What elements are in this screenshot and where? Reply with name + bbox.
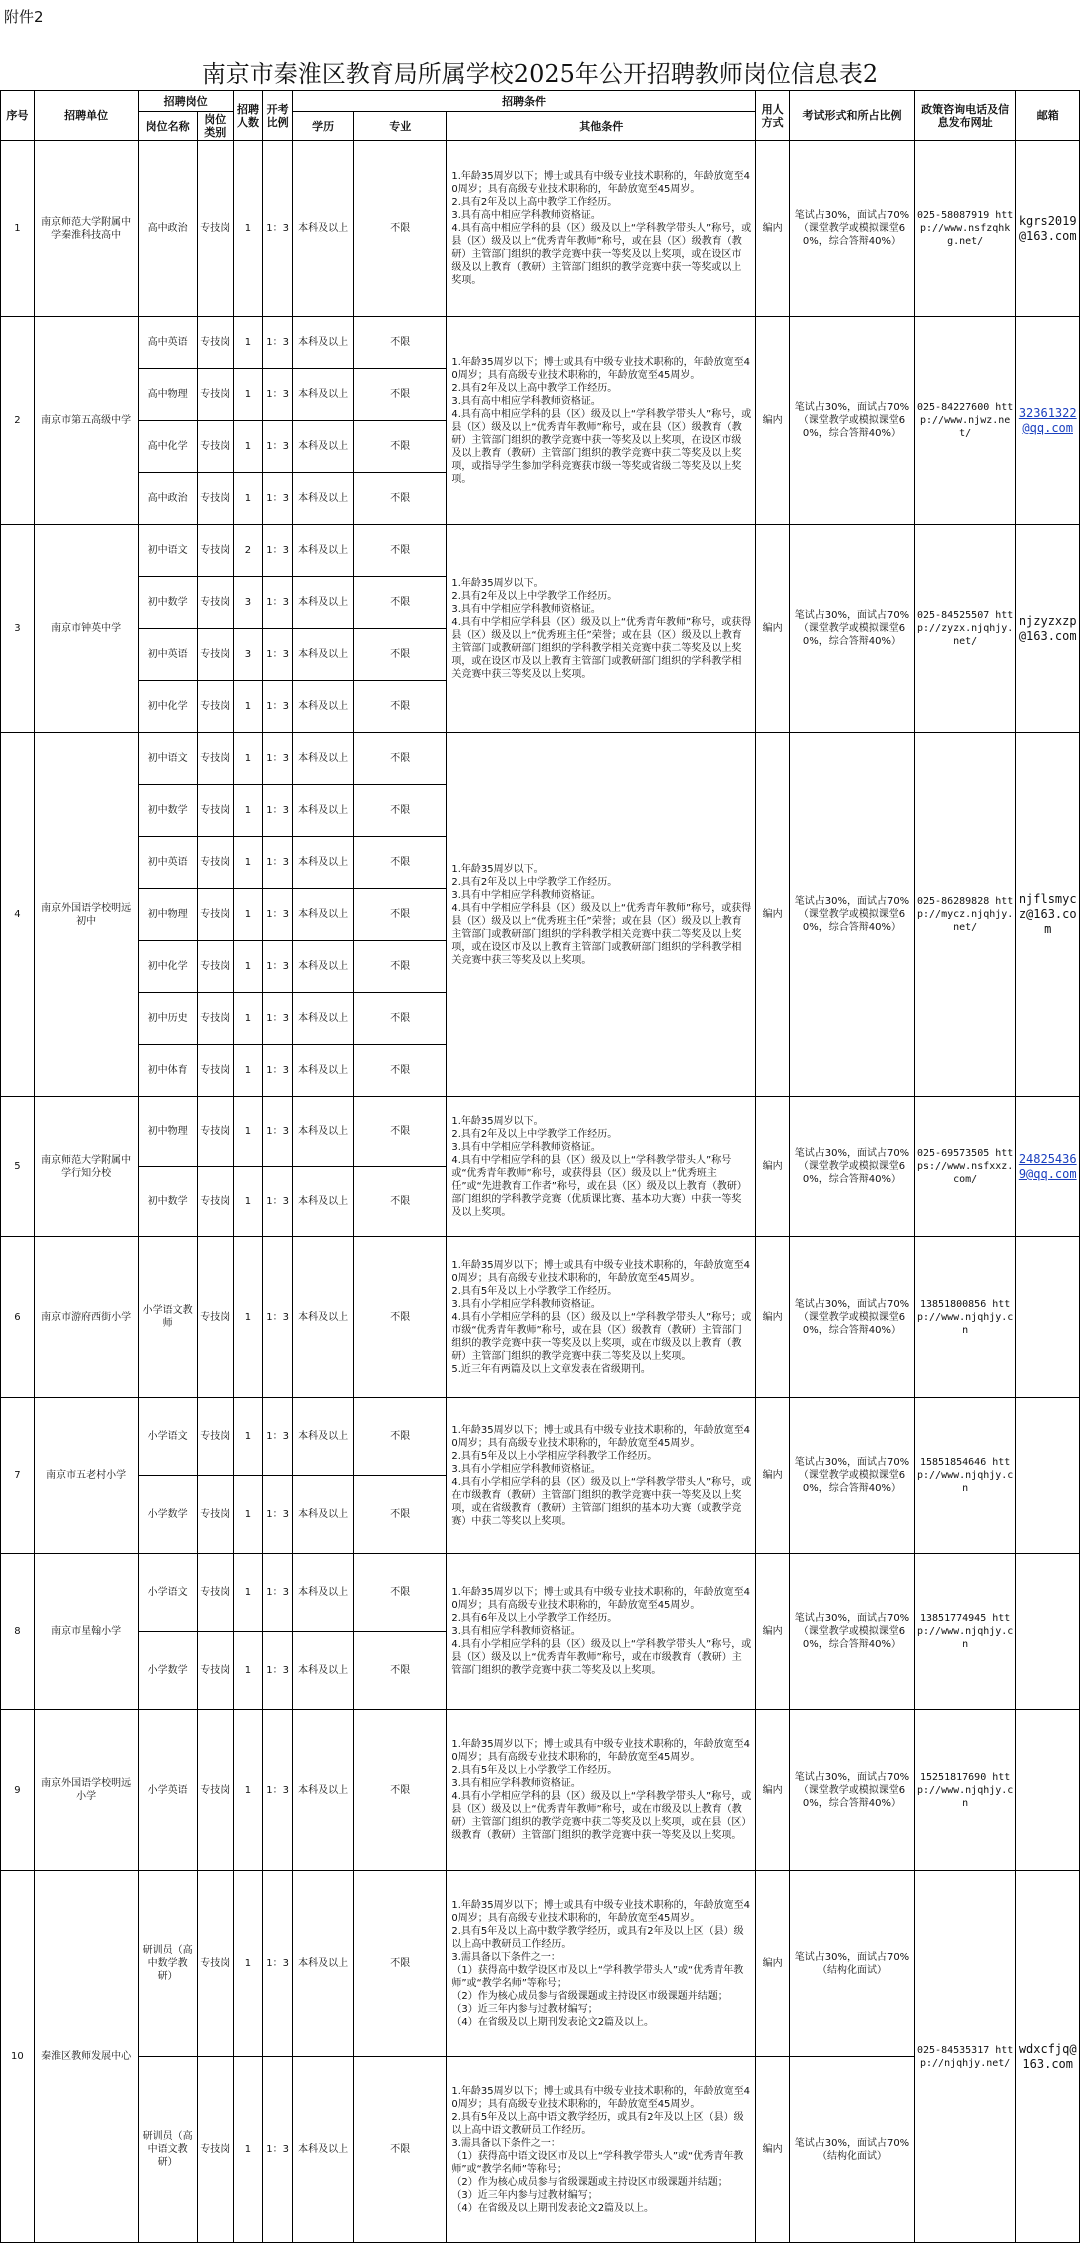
- cell-ratio: 1：3: [263, 421, 293, 473]
- cell-email: [1016, 1398, 1080, 1554]
- cell-post-type: 专技岗: [197, 941, 233, 993]
- cell-contact: 025-86289828 http://mycz.njqhjy.net/: [914, 733, 1016, 1097]
- cell-seq: 5: [1, 1097, 35, 1237]
- header-count: 招聘人数: [233, 91, 263, 141]
- table-row: [1, 1871, 1080, 2057]
- cell-email: [1016, 317, 1080, 525]
- cell-post-type: 专技岗: [197, 1045, 233, 1097]
- cell-post-name: 小学数学: [138, 1476, 197, 1554]
- cell-major: 不限: [354, 941, 447, 993]
- cell-post-type: 专技岗: [197, 1476, 233, 1554]
- cell-email: [1016, 1097, 1080, 1237]
- cell-post-type: 专技岗: [197, 837, 233, 889]
- cell-post-name: 高中英语: [138, 317, 197, 369]
- cell-conditions: 1.年龄35周岁以下；博士或具有中级专业技术职称的，年龄放宽至40周岁；具有高级专业技术职称的，年龄放宽至45周岁。 2.具有2年及以上高中教学工作经历。 3.具有高中相应学科教师资格证。 4.具有高中相应学科的县（区）级及以上“学科教学带头人”称号，或县（区）级及以上“优秀青年教师”称号，或在县（区）级教育（教研）主管部门组织的教学竞赛中获一等奖及以上奖项，在设区市级及以上教育（教研）主管部门组织的教学竞赛中获二等奖及以上奖项，或指导学生参加学科竞赛获市级一等奖或省级二等奖及以上奖项。: [447, 317, 756, 525]
- header-employ: 用人方式: [756, 91, 790, 141]
- cell-ratio: 1：3: [263, 889, 293, 941]
- cell-major: 不限: [354, 1871, 447, 2057]
- cell-major: 不限: [354, 369, 447, 421]
- cell-employ: 编内: [756, 1710, 790, 1871]
- cell-post-type: 专技岗: [197, 1237, 233, 1398]
- cell-post-name: 小学语文: [138, 1398, 197, 1476]
- cell-ratio: 1：3: [263, 733, 293, 785]
- cell-employ: 编内: [756, 317, 790, 525]
- cell-major: 不限: [354, 785, 447, 837]
- table-row: [1, 1554, 1080, 1632]
- cell-major: 不限: [354, 317, 447, 369]
- recruitment-table: [0, 90, 1080, 2243]
- cell-ratio: 1：3: [263, 2057, 293, 2243]
- cell-post-name: 初中语文: [138, 733, 197, 785]
- cell-edu: 本科及以上: [292, 525, 353, 577]
- cell-seq: 9: [1, 1710, 35, 1871]
- cell-post-name: 高中政治: [138, 473, 197, 525]
- header-unit: 招聘单位: [34, 91, 138, 141]
- cell-count: 1: [233, 941, 263, 993]
- table-row: [1, 1097, 1080, 1167]
- cell-conditions: 1.年龄35周岁以下；博士或具有中级专业技术职称的，年龄放宽至40周岁；具有高级专业技术职称的，年龄放宽至45周岁。 2.具有5年及以上小学教学工作经历。 3.具有相应学科教师资格证。 4.具有小学相应学科的县（区）级及以上“学科教学带头人”称号，或县（区）级及以上“优秀青年教师”称号，或在市级及以上教育（教研）主管部门组织的教学竞赛中获二等奖及以上奖项，或在县（区）级教育（教研）主管部门组织的教学竞赛中获一等奖及以上奖项。: [447, 1710, 756, 1871]
- cell-unit: 南京外国语学校明远初中: [34, 733, 138, 1097]
- cell-post-name: 初中化学: [138, 681, 197, 733]
- header-post-group: 招聘岗位: [138, 91, 233, 112]
- cell-contact: 15851854646 http://www.njqhjy.cn: [914, 1398, 1016, 1554]
- cell-post-type: 专技岗: [197, 577, 233, 629]
- cell-conditions: 1.年龄35周岁以下；博士或具有中级专业技术职称的，年龄放宽至40周岁；具有高级专业技术职称的，年龄放宽至45周岁。 2.具有5年及以上小学相应学科教学工作经历。 3.具有小学相应学科教师资格证。 4.具有小学相应学科的县（区）级及以上“学科教学带头人”称号，或在市级教育（教研）主管部门组织的教学竞赛中获一等奖及以上奖项，或在省级教育（教研）主管部门组织的基本功大赛（或教学竞赛）中获二等奖以上奖项。: [447, 1398, 756, 1554]
- email-link[interactable]: wdxcfjq@163.com: [1018, 2041, 1077, 2071]
- cell-seq: 10: [1, 1871, 35, 2243]
- cell-edu: 本科及以上: [292, 785, 353, 837]
- cell-employ: 编内: [756, 1554, 790, 1710]
- cell-unit: 南京市第五高级中学: [34, 317, 138, 525]
- cell-edu: 本科及以上: [292, 369, 353, 421]
- cell-count: 1: [233, 733, 263, 785]
- cell-major: 不限: [354, 889, 447, 941]
- table-row: [1, 141, 1080, 317]
- cell-post-type: 专技岗: [197, 733, 233, 785]
- cell-post-type: 专技岗: [197, 629, 233, 681]
- cell-post-type: 专技岗: [197, 369, 233, 421]
- cell-unit: 南京市五老村小学: [34, 1398, 138, 1554]
- cell-exam: 笔试占30%，面试占70%（课堂教学或模拟课堂60%，综合答辩40%）: [790, 1237, 915, 1398]
- cell-major: 不限: [354, 993, 447, 1045]
- cell-post-type: 专技岗: [197, 1632, 233, 1710]
- cell-employ: 编内: [756, 1398, 790, 1554]
- cell-edu: 本科及以上: [292, 1237, 353, 1398]
- cell-count: 1: [233, 1398, 263, 1476]
- cell-ratio: 1：3: [263, 141, 293, 317]
- cell-ratio: 1：3: [263, 837, 293, 889]
- cell-contact: 025-84535317 http://njqhjy.net/: [914, 1871, 1016, 2243]
- cell-edu: 本科及以上: [292, 1398, 353, 1476]
- cell-post-type: 专技岗: [197, 1398, 233, 1476]
- cell-unit: 南京市钟英中学: [34, 525, 138, 733]
- cell-employ: 编内: [756, 141, 790, 317]
- header-edu: 学历: [292, 112, 353, 141]
- cell-post-type: 专技岗: [197, 525, 233, 577]
- table-row: [1, 525, 1080, 577]
- cell-edu: 本科及以上: [292, 889, 353, 941]
- cell-count: 1: [233, 1871, 263, 2057]
- cell-count: 1: [233, 993, 263, 1045]
- cell-count: 1: [233, 1045, 263, 1097]
- attachment-label: 附件2: [4, 8, 44, 26]
- cell-email: [1016, 1871, 1080, 2243]
- cell-post-name: 初中数学: [138, 785, 197, 837]
- cell-post-name: 高中化学: [138, 421, 197, 473]
- email-link[interactable]: njflsmycz@163.com: [1018, 892, 1077, 936]
- cell-exam: 笔试占30%，面试占70%（课堂教学或模拟课堂60%，综合答辩40%）: [790, 1398, 915, 1554]
- cell-unit: 南京师范大学附属中学秦淮科技高中: [34, 141, 138, 317]
- cell-ratio: 1：3: [263, 681, 293, 733]
- cell-major: 不限: [354, 1632, 447, 1710]
- cell-ratio: 1：3: [263, 993, 293, 1045]
- cell-edu: 本科及以上: [292, 317, 353, 369]
- table-row: [1, 1710, 1080, 1871]
- cell-post-name: 初中英语: [138, 629, 197, 681]
- cell-employ: 编内: [756, 525, 790, 733]
- cell-conditions: 1.年龄35周岁以下；博士或具有中级专业技术职称的，年龄放宽至40周岁；具有高级专业技术职称的，年龄放宽至45周岁。 2.具有2年及以上高中教学工作经历。 3.具有高中相应学科教师资格证。 4.具有高中相应学科的县（区）级及以上“学科教学带头人”称号，或县（区）级及以上“优秀青年教师”称号，或在县（区）级教育（教研）主管部门组织的教学竞赛中获一等奖及以上奖项，或在设区市级及以上教育（教研）主管部门组织的教学竞赛中获一等奖或以上奖项。: [447, 141, 756, 317]
- cell-major: 不限: [354, 1710, 447, 1871]
- cell-major: 不限: [354, 1097, 447, 1167]
- cell-exam: 笔试占30%，面试占70%（课堂教学或模拟课堂60%，综合答辩40%）: [790, 733, 915, 1097]
- cell-ratio: 1：3: [263, 1554, 293, 1632]
- email-link[interactable]: njzyzxzp@163.com: [1018, 613, 1077, 643]
- page-title: 南京市秦淮区教育局所属学校2025年公开招聘教师岗位信息表2: [201, 60, 879, 88]
- cell-post-type: 专技岗: [197, 1710, 233, 1871]
- cell-edu: 本科及以上: [292, 1871, 353, 2057]
- cell-seq: 2: [1, 317, 35, 525]
- cell-major: 不限: [354, 1237, 447, 1398]
- cell-seq: 1: [1, 141, 35, 317]
- header-contact: 政策咨询电话及信息发布网址: [914, 91, 1016, 141]
- cell-email: [1016, 1710, 1080, 1871]
- cell-post-name: 初中数学: [138, 577, 197, 629]
- cell-post-name: 小学语文教师: [138, 1237, 197, 1398]
- cell-unit: 南京外国语学校明远小学: [34, 1710, 138, 1871]
- cell-major: 不限: [354, 577, 447, 629]
- cell-ratio: 1：3: [263, 473, 293, 525]
- cell-edu: 本科及以上: [292, 1632, 353, 1710]
- cell-employ: 编内: [756, 2057, 790, 2243]
- cell-count: 1: [233, 1710, 263, 1871]
- cell-post-type: 专技岗: [197, 141, 233, 317]
- cell-edu: 本科及以上: [292, 1167, 353, 1237]
- cell-post-name: 初中英语: [138, 837, 197, 889]
- cell-employ: 编内: [756, 733, 790, 1097]
- cell-edu: 本科及以上: [292, 2057, 353, 2243]
- cell-ratio: 1：3: [263, 1632, 293, 1710]
- cell-post-type: 专技岗: [197, 993, 233, 1045]
- cell-contact: 13851800856 http://www.njqhjy.cn: [914, 1237, 1016, 1398]
- cell-contact: 15251817690 http://www.njqhjy.cn: [914, 1710, 1016, 1871]
- cell-seq: 4: [1, 733, 35, 1097]
- header-post-name: 岗位名称: [138, 112, 197, 141]
- cell-ratio: 1：3: [263, 1398, 293, 1476]
- cell-email: [1016, 1237, 1080, 1398]
- cell-major: 不限: [354, 2057, 447, 2243]
- cell-ratio: 1：3: [263, 1045, 293, 1097]
- cell-employ: 编内: [756, 1097, 790, 1237]
- cell-post-name: 初中数学: [138, 1167, 197, 1237]
- cell-conditions: 1.年龄35周岁以下。 2.具有2年及以上中学教学工作经历。 3.具有中学相应学科教师资格证。 4.具有中学相应学科的县（区）级及以上“学科教学带头人”称号或“优秀青年教师”称号，或获得县（区）级及以上“优秀班主任”或“先进教育工作者”称号，或在县（区）级及以上教育（教研）部门组织的学科教学竞赛（优质课比赛、基本功大赛）中获一等奖及以上奖项。: [447, 1097, 756, 1237]
- cell-ratio: 1：3: [263, 1237, 293, 1398]
- cell-employ: 编内: [756, 1237, 790, 1398]
- cell-ratio: 1：3: [263, 1871, 293, 2057]
- cell-ratio: 1：3: [263, 525, 293, 577]
- cell-unit: 南京市游府西街小学: [34, 1237, 138, 1398]
- cell-major: 不限: [354, 1045, 447, 1097]
- cell-major: 不限: [354, 1398, 447, 1476]
- cell-post-name: 研训员（高中数学教研）: [138, 1871, 197, 2057]
- cell-post-type: 专技岗: [197, 317, 233, 369]
- cell-ratio: 1：3: [263, 1710, 293, 1871]
- cell-ratio: 1：3: [263, 1476, 293, 1554]
- cell-edu: 本科及以上: [292, 1097, 353, 1167]
- cell-conditions: 1.年龄35周岁以下。 2.具有2年及以上中学教学工作经历。 3.具有中学相应学科教师资格证。 4.具有中学相应学科县（区）级及以上“优秀青年教师”称号，或获得县（区）级及以上“优秀班主任”荣誉；或在县（区）级及以上教育主管部门或教研部门组织的学科教学相关竞赛中获二等奖及以上奖项，或在设区市及以上教育主管部门或教研部门组织的学科教学相关竞赛中获三等奖及以上奖项。: [447, 525, 756, 733]
- cell-post-name: 初中化学: [138, 941, 197, 993]
- cell-exam: 笔试占30%，面试占70%（结构化面试）: [790, 2057, 915, 2243]
- cell-major: 不限: [354, 525, 447, 577]
- email-link[interactable]: kgrs2019@163.com: [1018, 213, 1077, 243]
- cell-ratio: 1：3: [263, 317, 293, 369]
- cell-count: 1: [233, 1167, 263, 1237]
- cell-exam: 笔试占30%，面试占70%（结构化面试）: [790, 1871, 915, 2057]
- cell-post-name: 小学数学: [138, 1632, 197, 1710]
- cell-contact: 025-84227600 http://www.njwz.net/: [914, 317, 1016, 525]
- cell-edu: 本科及以上: [292, 837, 353, 889]
- cell-count: 1: [233, 473, 263, 525]
- cell-edu: 本科及以上: [292, 1476, 353, 1554]
- cell-unit: 南京市星翰小学: [34, 1554, 138, 1710]
- cell-post-type: 专技岗: [197, 421, 233, 473]
- cell-count: 1: [233, 681, 263, 733]
- cell-post-name: 高中政治: [138, 141, 197, 317]
- cell-edu: 本科及以上: [292, 577, 353, 629]
- cell-ratio: 1：3: [263, 1097, 293, 1167]
- cell-ratio: 1：3: [263, 369, 293, 421]
- cell-post-name: 研训员（高中语文教研）: [138, 2057, 197, 2243]
- cell-contact: 025-69573505 https://www.nsfxxz.com/: [914, 1097, 1016, 1237]
- cell-post-type: 专技岗: [197, 1554, 233, 1632]
- cell-count: 1: [233, 1237, 263, 1398]
- cell-count: 1: [233, 1554, 263, 1632]
- cell-major: 不限: [354, 629, 447, 681]
- cell-post-name: 小学英语: [138, 1710, 197, 1871]
- cell-post-type: 专技岗: [197, 785, 233, 837]
- cell-seq: 8: [1, 1554, 35, 1710]
- cell-post-type: 专技岗: [197, 2057, 233, 2243]
- cell-post-name: 初中物理: [138, 889, 197, 941]
- header-other: 其他条件: [447, 112, 756, 141]
- cell-edu: 本科及以上: [292, 993, 353, 1045]
- cell-unit: 南京师范大学附属中学行知分校: [34, 1097, 138, 1237]
- cell-post-name: 高中物理: [138, 369, 197, 421]
- cell-edu: 本科及以上: [292, 473, 353, 525]
- cell-major: 不限: [354, 1476, 447, 1554]
- cell-count: 1: [233, 837, 263, 889]
- cell-count: 3: [233, 577, 263, 629]
- table-row: [1, 1237, 1080, 1398]
- cell-count: 1: [233, 421, 263, 473]
- cell-unit: 秦淮区教师发展中心: [34, 1871, 138, 2243]
- cell-exam: 笔试占30%，面试占70%（课堂教学或模拟课堂60%，综合答辩40%）: [790, 317, 915, 525]
- cell-edu: 本科及以上: [292, 681, 353, 733]
- cell-edu: 本科及以上: [292, 1710, 353, 1871]
- header-post-type: 岗位类别: [197, 112, 233, 141]
- cell-count: 1: [233, 1476, 263, 1554]
- cell-major: 不限: [354, 1554, 447, 1632]
- cell-edu: 本科及以上: [292, 733, 353, 785]
- cell-count: 3: [233, 629, 263, 681]
- cell-edu: 本科及以上: [292, 141, 353, 317]
- cell-ratio: 1：3: [263, 577, 293, 629]
- header-ratio: 开考比例: [263, 91, 293, 141]
- cell-ratio: 1：3: [263, 785, 293, 837]
- cell-post-type: 专技岗: [197, 473, 233, 525]
- table-row: [1, 317, 1080, 369]
- cell-major: 不限: [354, 421, 447, 473]
- cell-exam: 笔试占30%，面试占70%（课堂教学或模拟课堂60%，综合答辩40%）: [790, 525, 915, 733]
- cell-conditions: 1.年龄35周岁以下。 2.具有2年及以上中学教学工作经历。 3.具有中学相应学科教师资格证。 4.具有中学相应学科县（区）级及以上“优秀青年教师”称号，或获得县（区）级及以上“优秀班主任”荣誉；或在县（区）级及以上教育主管部门或教研部门组织的学科教学相关竞赛中获二等奖及以上奖项，或在设区市及以上教育主管部门或教研部门组织的学科教学相关竞赛中获三等奖及以上奖项。: [447, 733, 756, 1097]
- cell-major: 不限: [354, 473, 447, 525]
- cell-post-type: 专技岗: [197, 1167, 233, 1237]
- cell-major: 不限: [354, 733, 447, 785]
- cell-contact: 025-84525507 http://zyzx.njqhjy.net/: [914, 525, 1016, 733]
- cell-major: 不限: [354, 681, 447, 733]
- cell-post-name: 初中物理: [138, 1097, 197, 1167]
- cell-seq: 6: [1, 1237, 35, 1398]
- cell-count: 1: [233, 1632, 263, 1710]
- cell-major: 不限: [354, 837, 447, 889]
- cell-conditions: 1.年龄35周岁以下；博士或具有中级专业技术职称的，年龄放宽至40周岁；具有高级专业技术职称的，年龄放宽至45周岁。 2.具有5年及以上高中语文教学经历，或具有2年及以上区（县）级以上高中语文教研员工作经历。 3.需具备以下条件之一： （1）获得高中语文设区市及以上“学科教学带头人”或“优秀青年教师”或“教学名师”等称号； （2）作为核心成员参与省级课题或主持设区市级课题并结题； （3）近三年内参与过教材编写； （4）在省级及以上期刊发表论文2篇及以上。: [447, 2057, 756, 2243]
- cell-count: 2: [233, 525, 263, 577]
- cell-seq: 3: [1, 525, 35, 733]
- cell-post-name: 初中体育: [138, 1045, 197, 1097]
- cell-email: [1016, 141, 1080, 317]
- cell-count: 1: [233, 141, 263, 317]
- cell-ratio: 1：3: [263, 1167, 293, 1237]
- cell-email: [1016, 525, 1080, 733]
- table-row: [1, 1398, 1080, 1476]
- cell-post-type: 专技岗: [197, 1097, 233, 1167]
- header-seq: 序号: [1, 91, 35, 141]
- cell-edu: 本科及以上: [292, 1554, 353, 1632]
- cell-post-type: 专技岗: [197, 681, 233, 733]
- cell-post-type: 专技岗: [197, 1871, 233, 2057]
- cell-count: 1: [233, 317, 263, 369]
- cell-edu: 本科及以上: [292, 941, 353, 993]
- email-link[interactable]: 248254369@qq.com: [1018, 1151, 1077, 1181]
- cell-count: 1: [233, 2057, 263, 2243]
- cell-seq: 7: [1, 1398, 35, 1554]
- cell-count: 1: [233, 369, 263, 421]
- cell-exam: 笔试占30%，面试占70%（课堂教学或模拟课堂60%，综合答辩40%）: [790, 1554, 915, 1710]
- cell-exam: 笔试占30%，面试占70%（课堂教学或模拟课堂60%，综合答辩40%）: [790, 1097, 915, 1237]
- table-row: [1, 733, 1080, 785]
- cell-email: [1016, 733, 1080, 1097]
- header-condition-group: 招聘条件: [292, 91, 755, 112]
- cell-conditions: 1.年龄35周岁以下；博士或具有中级专业技术职称的，年龄放宽至40周岁；具有高级专业技术职称的，年龄放宽至45周岁。 2.具有6年及以上小学教学工作经历。 3.具有相应学科教师资格证。 4.具有小学相应学科的县（区）级及以上“学科教学带头人”称号，或县（区）级及以上“优秀青年教师”称号，或在市级教育（教研）主管部门组织的教学竞赛中获二等奖及以上奖项。: [447, 1554, 756, 1710]
- cell-conditions: 1.年龄35周岁以下；博士或具有中级专业技术职称的，年龄放宽至40周岁；具有高级专业技术职称的，年龄放宽至45周岁。 2.具有5年及以上高中数学教学经历，或具有2年及以上区（县）级以上高中教研员工作经历。 3.需具备以下条件之一： （1）获得高中数学设区市及以上“学科教学带头人”或“优秀青年教师”或“教学名师”等称号； （2）作为核心成员参与省级课题或主持设区市级课题并结题； （3）近三年内参与过教材编写； （4）在省级及以上期刊发表论文2篇及以上。: [447, 1871, 756, 2057]
- email-link[interactable]: 32361322@qq.com: [1018, 405, 1077, 435]
- cell-employ: 编内: [756, 1871, 790, 2057]
- cell-edu: 本科及以上: [292, 421, 353, 473]
- cell-contact: 025-58087919 http://www.nsfzqhkg.net/: [914, 141, 1016, 317]
- cell-exam: 笔试占30%，面试占70%（课堂教学或模拟课堂60%，综合答辩40%）: [790, 141, 915, 317]
- cell-edu: 本科及以上: [292, 1045, 353, 1097]
- cell-email: [1016, 1554, 1080, 1710]
- cell-conditions: 1.年龄35周岁以下；博士或具有中级专业技术职称的，年龄放宽至40周岁；具有高级专业技术职称的，年龄放宽至45周岁。 2.具有5年及以上小学教学工作经历。 3.具有小学相应学科教师资格证。 4.具有小学相应学科的县（区）级及以上“学科教学带头人”称号；或市级“优秀青年教师”称号，或在县（区）级教育（教研）主管部门组织的教学竞赛中获一等奖及以上奖项，或在市级及以上教育（教研）主管部门组织的教学竞赛中获二等奖及以上奖项。 5.近三年有两篇及以上文章发表在省级期刊。: [447, 1237, 756, 1398]
- cell-post-name: 小学语文: [138, 1554, 197, 1632]
- header-major: 专业: [354, 112, 447, 141]
- cell-count: 1: [233, 1097, 263, 1167]
- cell-major: 不限: [354, 1167, 447, 1237]
- header-email: 邮箱: [1016, 91, 1080, 141]
- cell-ratio: 1：3: [263, 941, 293, 993]
- cell-post-name: 初中语文: [138, 525, 197, 577]
- cell-major: 不限: [354, 141, 447, 317]
- cell-post-name: 初中历史: [138, 993, 197, 1045]
- cell-count: 1: [233, 785, 263, 837]
- cell-contact: 13851774945 http://www.njqhjy.cn: [914, 1554, 1016, 1710]
- cell-ratio: 1：3: [263, 629, 293, 681]
- cell-count: 1: [233, 889, 263, 941]
- cell-exam: 笔试占30%，面试占70%（课堂教学或模拟课堂60%，综合答辩40%）: [790, 1710, 915, 1871]
- cell-post-type: 专技岗: [197, 889, 233, 941]
- cell-edu: 本科及以上: [292, 629, 353, 681]
- header-exam: 考试形式和所占比例: [790, 91, 915, 141]
